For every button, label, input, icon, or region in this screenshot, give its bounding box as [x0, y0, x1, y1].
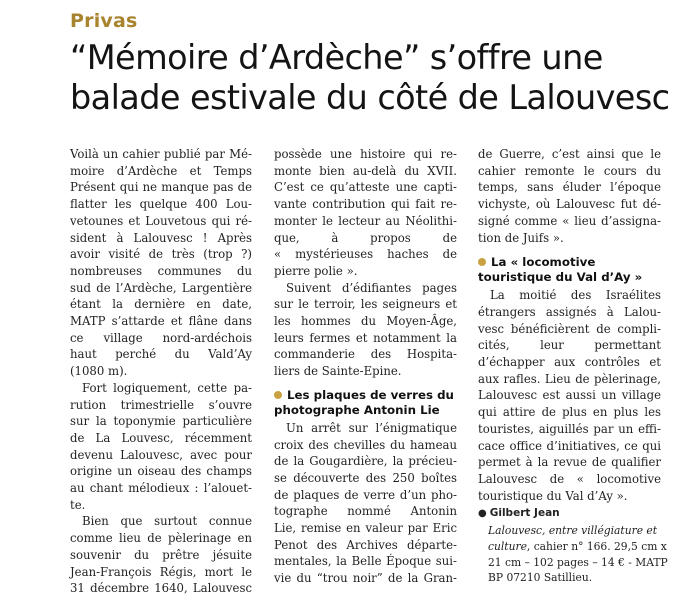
text-line: temps, sans éluder l’époque [478, 180, 661, 195]
author-name: Gilbert Jean [489, 507, 560, 520]
text-line: ce village nord-ardéchois [70, 330, 252, 345]
text-line: pierre polie ». [274, 263, 358, 278]
text-line: moire d’Ardèche et Temps [70, 163, 252, 178]
text-line: se découverte des 250 boîtes [274, 470, 457, 485]
headline-line: balade estivale du côté de Lalouvesc [70, 78, 670, 117]
text-line: monter le lecteur au Néolithi- [274, 213, 457, 228]
text-line: qui attire de plus en plus les [478, 405, 661, 420]
text-line: signé comme « lieu d’assigna- [478, 213, 661, 228]
subheading-line: La « locomotive [491, 255, 596, 270]
text-line: Penot des Archives départe- [274, 537, 457, 552]
text-line: flatter les quelque 400 Lou- [70, 197, 252, 212]
text-line: Un arrêt sur l’énigmatique [286, 420, 457, 435]
text-line: Lalouvesc de « locomotive [478, 471, 661, 486]
text-line: permet à la revue de qualifier [478, 455, 661, 470]
bullet-dot-icon [274, 391, 282, 399]
text-line: vetounes et Louvetous qui ré- [70, 213, 252, 228]
text-line: mentales, la Belle Époque sui- [274, 554, 457, 569]
article-headline [70, 38, 670, 118]
bullet-dot-icon [478, 258, 486, 266]
text-line: La moitié des Israélites [490, 288, 661, 303]
text-line: sur la toponymie particulière [70, 414, 252, 429]
signature-bullet-icon: ● [478, 508, 487, 520]
text-line: Bien que surtout connue [82, 514, 252, 529]
reference-line: Lalouvesc, entre villégiature et [488, 524, 658, 538]
text-line: touristes, aiguillés par un effi- [478, 421, 661, 436]
text-line: d’échapper aux contrôles et [478, 355, 661, 370]
text-line: tographe nommé Antonin [274, 504, 457, 519]
text-line: haut perché du Vald’Ay [70, 347, 252, 362]
article-column-1 [70, 146, 252, 597]
text-line: possède une histoire qui re- [274, 147, 457, 161]
text-line: sur le terroir, les seigneurs et [274, 297, 457, 312]
text-line: aux rafles. Lieu de pèlerinage, [478, 371, 661, 386]
publication-reference [478, 523, 668, 586]
text-line: monte bien au-delà du XVII. [274, 163, 457, 178]
text-line: Fort logiquement, cette pa- [82, 380, 252, 395]
text-line: croix des chevilles du hameau [274, 437, 457, 452]
section-kicker: Privas [70, 10, 138, 32]
text-line: que, à propos de [274, 230, 457, 245]
text-line: Voilà un cahier publié par Mé- [70, 147, 252, 161]
text-line: les hommes du Moyen-Âge, [274, 314, 457, 329]
subheading-locomotive [478, 255, 661, 285]
text-line: étant la dernière en date, [70, 297, 252, 312]
article-column-3 [478, 146, 668, 586]
text-line: (1080 m). [70, 364, 128, 379]
text-line: origine un oiseau des champs [70, 464, 252, 479]
text-line: tion de Juifs ». [478, 230, 564, 245]
text-line: vichyste, où Lalouvesc fut dé- [478, 197, 661, 212]
text-line: cace office d’initiatives, ce qui [478, 438, 661, 453]
text-line: MATP s’attarde et flâne dans [70, 314, 252, 329]
text-line: cahier remonte le cours du [478, 163, 661, 178]
subheading-glass-plates [274, 388, 457, 418]
reference-text: , cahier n° 166. 29,5 cm x [526, 539, 667, 553]
text-line: Jean-François Régis, mort le [70, 564, 252, 579]
text-line: 31 décembre 1640, Lalouvesc [70, 581, 252, 596]
author-signature [478, 505, 661, 523]
text-line: commanderie des Hospita- [274, 347, 457, 362]
text-line: au chant mélodieux : l’alouet- [70, 481, 252, 496]
reference-line: 21 cm – 102 pages – 14 € - MATP [488, 555, 668, 569]
reference-italic: culture [488, 539, 527, 553]
text-line: de plaques de verre d’un pho- [274, 487, 457, 502]
reference-line: BP 07210 Satillieu. [488, 571, 593, 585]
text-line: comme lieu de pèlerinage en [70, 531, 252, 546]
text-line: Présent qui ne manque pas de [70, 180, 252, 195]
text-line: étrangers assignés à Lalou- [478, 304, 661, 319]
subheading-line: Les plaques de verres du [287, 387, 454, 402]
text-line: souvenir du prêtre jésuite [70, 547, 252, 562]
text-line: liers de Sainte-Epine. [274, 364, 402, 379]
text-line: de La Louvesc, récemment [70, 430, 252, 445]
text-line: vie du “trou noir” de la Gran- [274, 571, 457, 586]
text-line: Suivent d’édifiantes pages [286, 280, 457, 295]
text-line: touristique du Val d’Ay ». [478, 488, 628, 503]
text-line: de Guerre, c’est ainsi que le [478, 147, 661, 161]
subheading-line: photographe Antonin Lie [274, 402, 440, 417]
reference-line [488, 539, 667, 555]
text-line: vesc bénéficièrent de compli- [478, 321, 661, 336]
text-line: Lie, remise en valeur par Eric [274, 521, 457, 536]
text-line: vante contribution qui fait re- [274, 197, 457, 212]
text-line: te. [70, 497, 86, 512]
subheading-line: touristique du Val d’Ay » [478, 270, 643, 285]
text-line: Lalouvesc est aussi un village [478, 388, 661, 403]
text-line: de la Gougardière, la précieu- [274, 454, 457, 469]
article-column-2 [274, 146, 457, 587]
text-line: « mystérieuses haches de [274, 247, 457, 262]
text-line: sident à Lalouvesc ! Après [70, 230, 252, 245]
text-line: nombreuses communes du [70, 263, 252, 278]
text-line: avoir visité de très (trop ?) [70, 247, 252, 262]
text-line: C’est ce qu’atteste une capti- [274, 180, 457, 195]
text-line: devenu Lalouvesc, avec pour [70, 447, 252, 462]
text-line: cités, leur permettant [478, 338, 661, 353]
text-line: sud de l’Ardèche, Largentière [70, 280, 252, 295]
headline-line: “Mémoire d’Ardèche” s’offre une [70, 38, 603, 77]
text-line: leurs fermes et notamment la [274, 330, 457, 345]
text-line: rution trimestrielle s’ouvre [70, 397, 252, 412]
